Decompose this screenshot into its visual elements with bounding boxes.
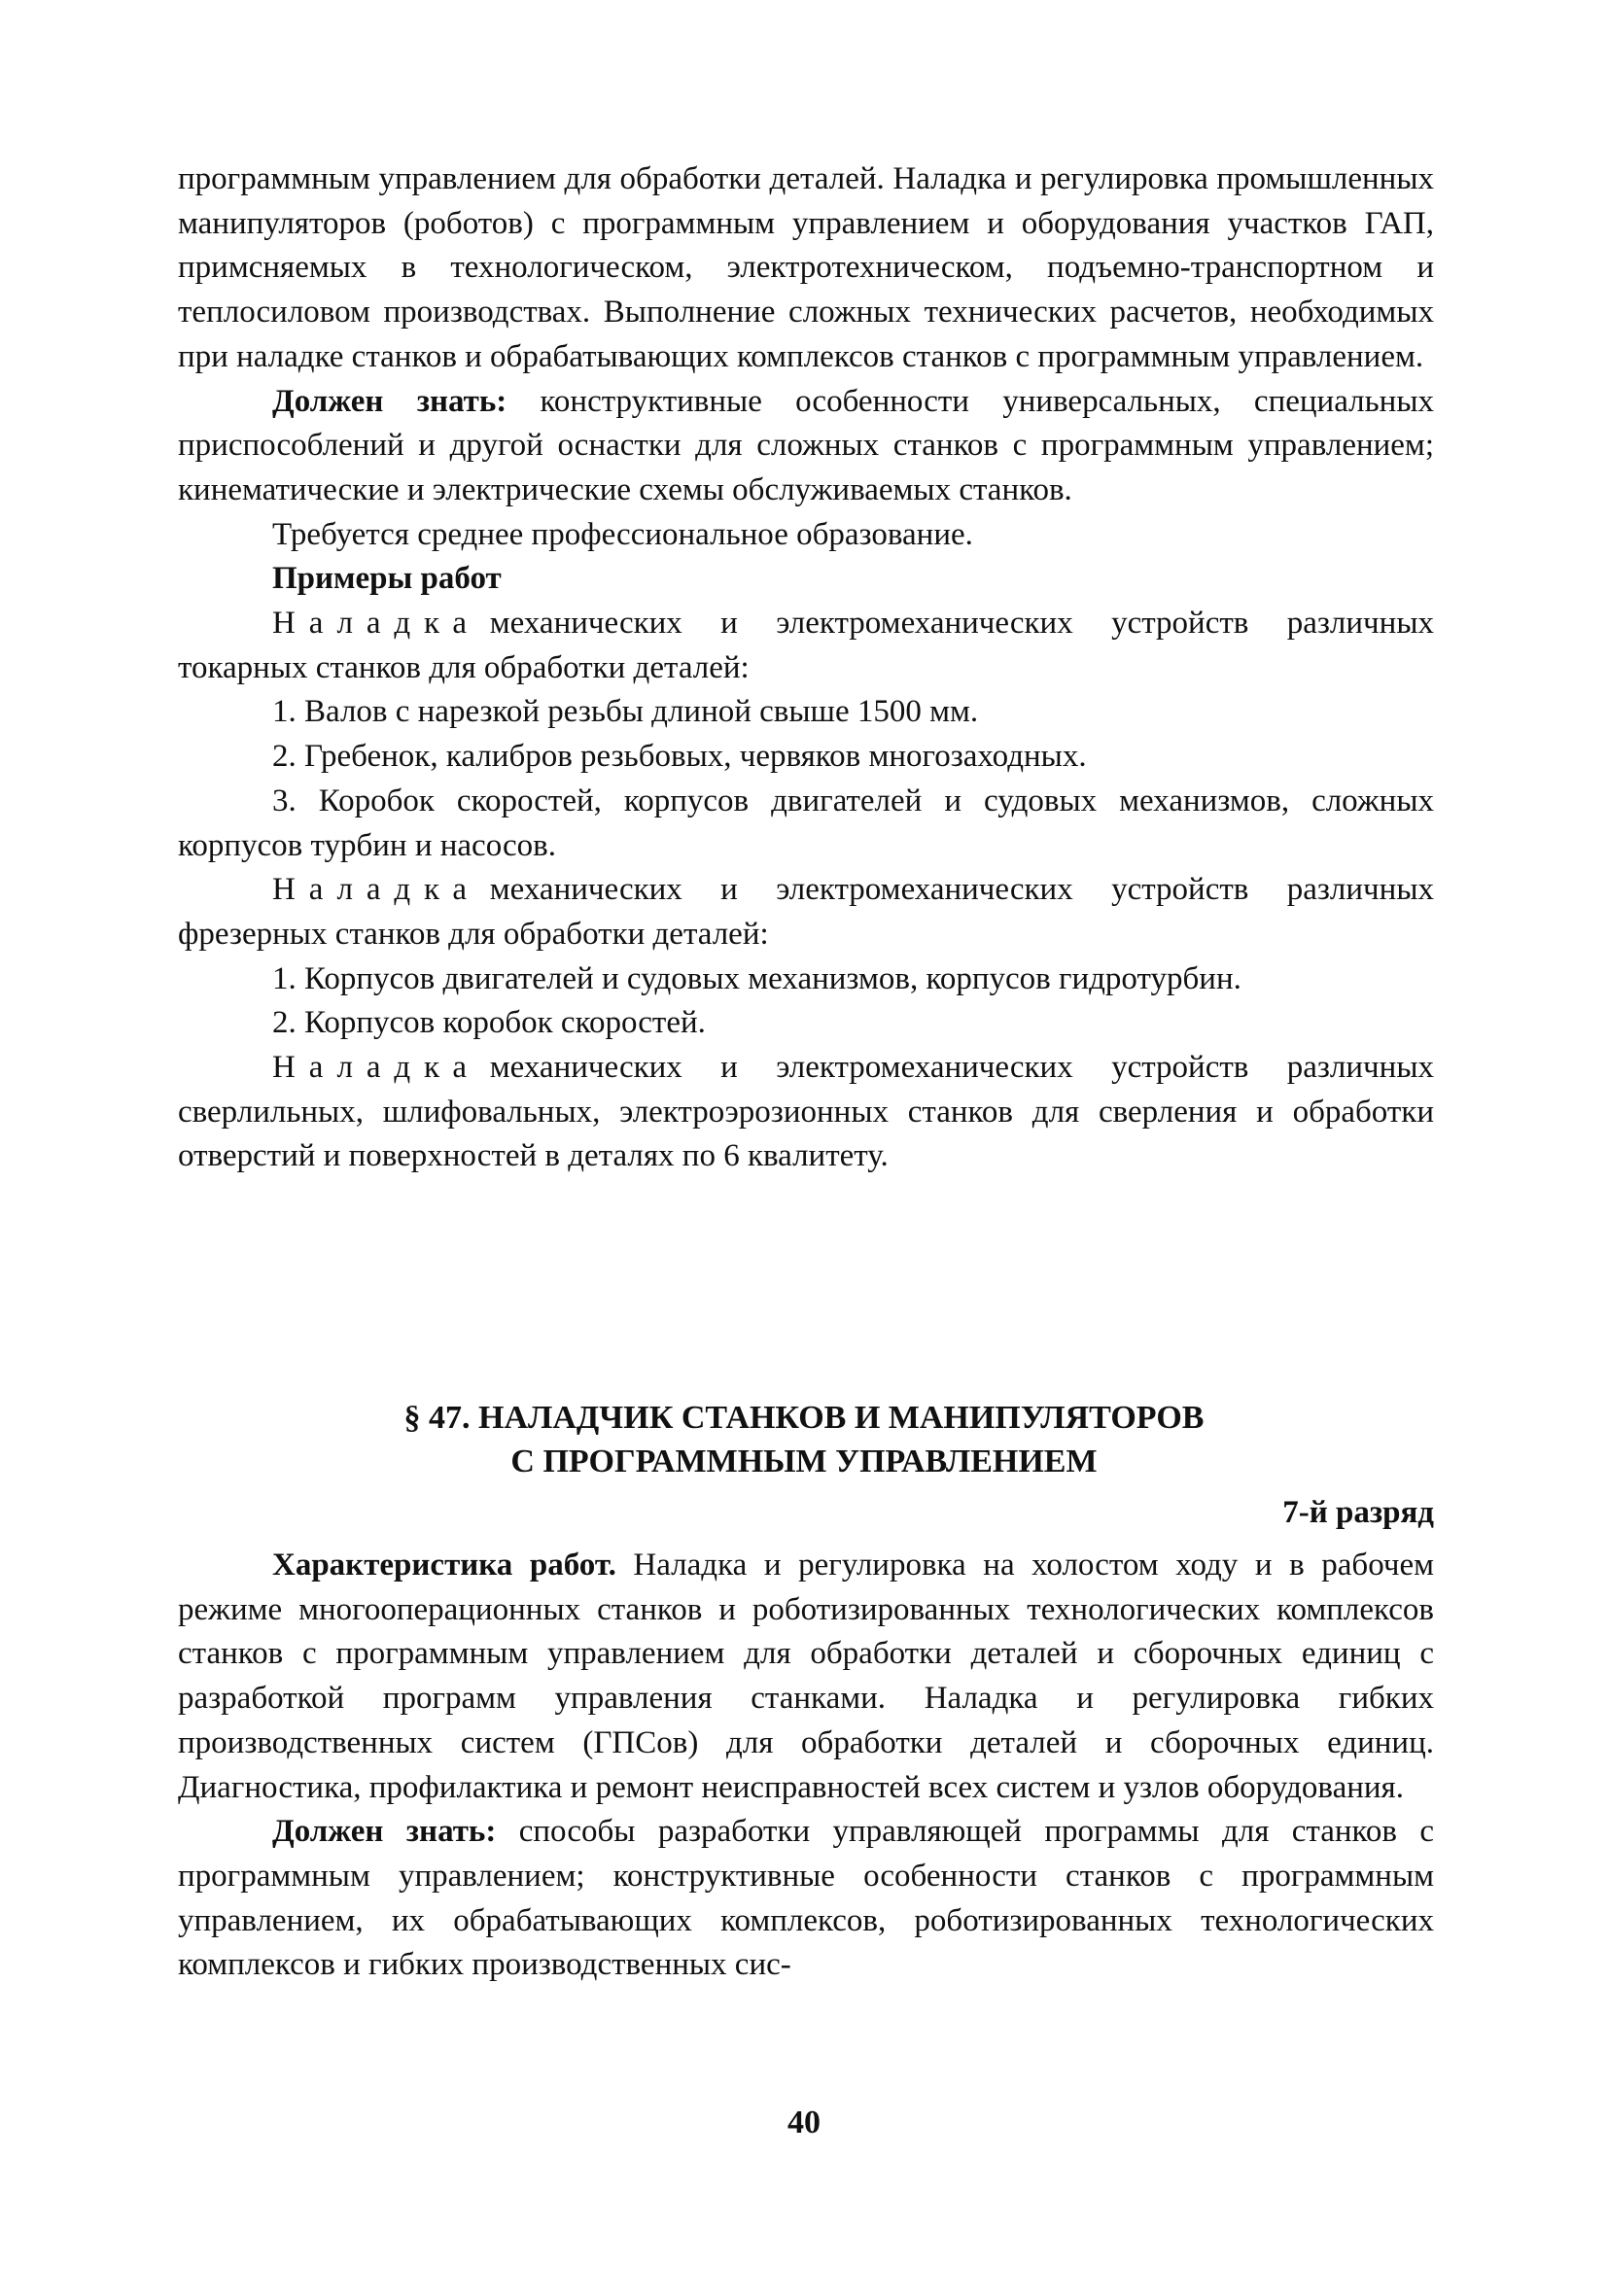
example-item: 1. Корпусов двигателей и судовых механизмов, корпусов гидротурбин.: [272, 960, 1241, 996]
section-heading-line1: § 47. НАЛАДЧИК СТАНКОВ И МАНИПУЛЯТОРОВ: [403, 1400, 1205, 1436]
examples-heading: Примеры работ: [272, 561, 502, 597]
section-must-know-text: способы разработки управляющей программы для станков с программным управлением; конструктивные особенности станков с программным управлением, их обрабатывающих комплексов, роботизированных технологических комплексов и гибких производственных сис-: [178, 1814, 1434, 1983]
section-must-know-label: Должен знать:: [272, 1814, 497, 1850]
example-group-milling: [178, 868, 1434, 957]
example-group-text: механических и электромеханических устройств различных фрезерных станков для обработки деталей:: [178, 872, 1434, 952]
grade-label: 7-й разряд: [1282, 1495, 1434, 1530]
example-group-turning: [178, 602, 1434, 690]
education-paragraph: Требуется среднее профессиональное образование.: [272, 516, 973, 552]
section-heading-line2: С ПРОГРАММНЫМ УПРАВЛЕНИЕМ: [510, 1444, 1098, 1479]
example-group-text: механических и электромеханических устройств различных токарных станков для обработки деталей:: [178, 606, 1434, 685]
example-item: 2. Корпусов коробок скоростей.: [272, 1005, 706, 1041]
example-item: 1. Валов с нарезкой резьбы длиной свыше 1500 мм.: [272, 694, 979, 730]
section-must-know-paragraph: [178, 1810, 1434, 1988]
must-know-paragraph: [178, 380, 1434, 513]
example-item: 3. Коробок скоростей, корпусов двигателей и судовых механизмов, сложных корпусов турбин и насосов.: [178, 783, 1434, 863]
example-group-drilling: [178, 1046, 1434, 1179]
intro-paragraph: программным управлением для обработки деталей. Наладка и регулировка промышленных манипуляторов (роботов) с программным управлением и оборудования участков ГАП, примсняемых в технологическом, электротехническом, подъемно-транспортном и теплосиловом производствах. Выполнение сложных технических расчетов, необходимых при наладке станков и обрабатывающих комплексов станков с программным управлением.: [178, 161, 1434, 374]
example-item: 2. Гребенок, калибров резьбовых, червяков многозаходных.: [272, 739, 1087, 775]
characteristics-text: Наладка и регулировка на холостом ходу и в рабочем режиме многооперационных станков и роботизированных технологических комплексов станков с программным управлением для обработки деталей и сборочных единиц с разработкой программ управления станками. Наладка и регулировка гибких производственных систем (ГПСов) для обработки деталей и сборочных единиц. Диагностика, профилактика и ремонт неисправностей всех систем и узлов оборудования.: [178, 1548, 1434, 1805]
must-know-label: Должен знать:: [272, 383, 507, 419]
section-text-block: [178, 1544, 1434, 1988]
page-number: 40: [787, 2105, 821, 2140]
must-know-text: конструктивные особенности универсальных, специальных приспособлений и другой оснастки для сложных станков с программным управлением; кинематические и электрические схемы обслуживаемых станков.: [178, 383, 1434, 507]
top-text-block: [178, 157, 1434, 1179]
example-group-word: Наладка: [272, 1050, 480, 1086]
characteristics-label: Характеристика работ.: [272, 1548, 616, 1583]
example-group-text: механических и электромеханических устройств различных сверлильных, шлифовальных, электроэрозионных станков для сверления и обработки отверстий и поверхностей в деталях по 6 квалитету.: [178, 1050, 1434, 1174]
example-group-word: Наладка: [272, 606, 480, 642]
example-group-word: Наладка: [272, 872, 480, 908]
section-heading: [0, 1396, 1608, 1483]
characteristics-paragraph: [178, 1544, 1434, 1810]
